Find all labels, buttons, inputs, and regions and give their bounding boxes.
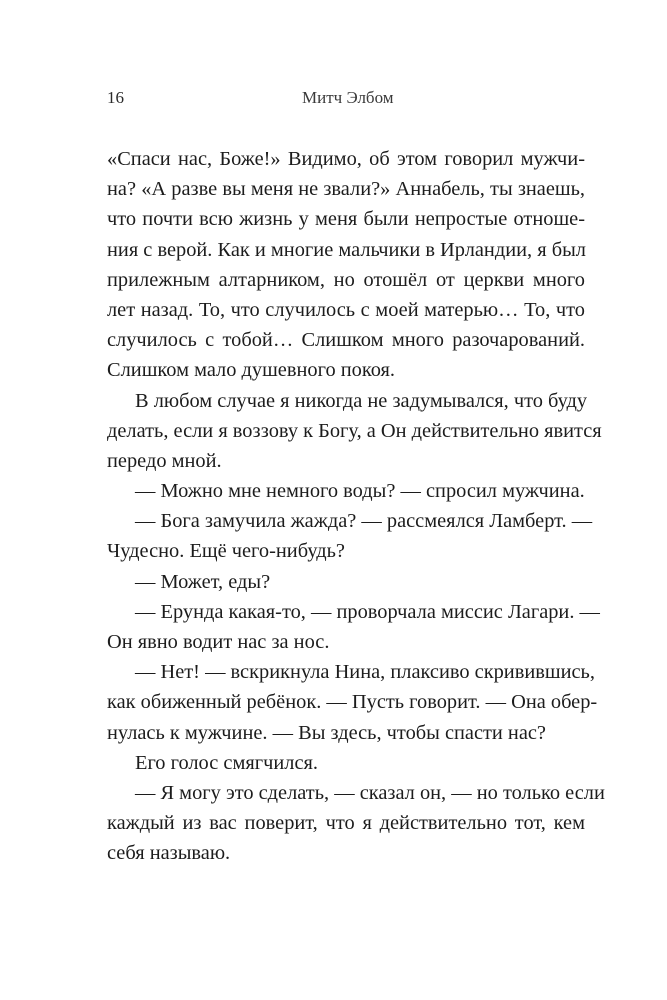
text-line: Он явно водит нас за нос.: [107, 631, 330, 653]
body-text: [107, 144, 605, 869]
text-line: лет назад. То, что случилось с моей матерью… То, что: [107, 298, 585, 321]
text-line: нулась к мужчине. — Вы здесь, чтобы спасти нас?: [107, 721, 546, 744]
text-line: случилось с тобой… Слишком много разочарований.: [107, 329, 585, 352]
text-line: каждый из вас поверит, что я действительно тот, кем: [107, 812, 585, 835]
text-line: — Может, еды?: [135, 570, 271, 593]
page-number: 16: [107, 88, 124, 107]
text-line: на? «А разве вы меня не звали?» Аннабель, ты знаешь,: [107, 178, 585, 201]
text-line: — Нет! — вскрикнула Нина, плаксиво скривившись,: [135, 661, 595, 684]
running-title: Митч Элбом: [302, 88, 394, 107]
text-line: передо мной.: [107, 449, 222, 472]
text-line: что почти всю жизнь у меня были непростые отноше-: [107, 208, 585, 231]
text-line: себя называю.: [107, 842, 231, 865]
text-line: — Ерунда какая-то, — проворчала миссис Лагари. —: [135, 600, 600, 623]
text-line: прилежным алтарником, но отошёл от церкви много: [107, 268, 585, 291]
text-line: ния с верой. Как и многие мальчики в Ирландии, я был: [107, 238, 586, 261]
text-line: как обиженный ребёнок. — Пусть говорит. — Она обер-: [107, 691, 598, 714]
text-line: Его голос смягчился.: [135, 751, 318, 774]
text-line: делать, если я воззову к Богу, а Он действительно явится: [107, 419, 602, 442]
text-line: В любом случае я никогда не задумывался, что буду: [135, 389, 588, 412]
text-line: — Бога замучила жажда? — рассмеялся Ламберт. —: [135, 510, 593, 533]
page-header: [107, 88, 582, 118]
text-line: Слишком мало душевного покоя.: [107, 359, 395, 382]
text-line: Чудесно. Ещё чего-нибудь?: [107, 540, 345, 563]
text-line: «Спаси нас, Боже!» Видимо, об этом говорил мужчи-: [107, 148, 585, 170]
text-line: — Можно мне немного воды? — спросил мужчина.: [135, 480, 585, 503]
text-line: — Я могу это сделать, — сказал он, — но только если: [135, 781, 605, 804]
